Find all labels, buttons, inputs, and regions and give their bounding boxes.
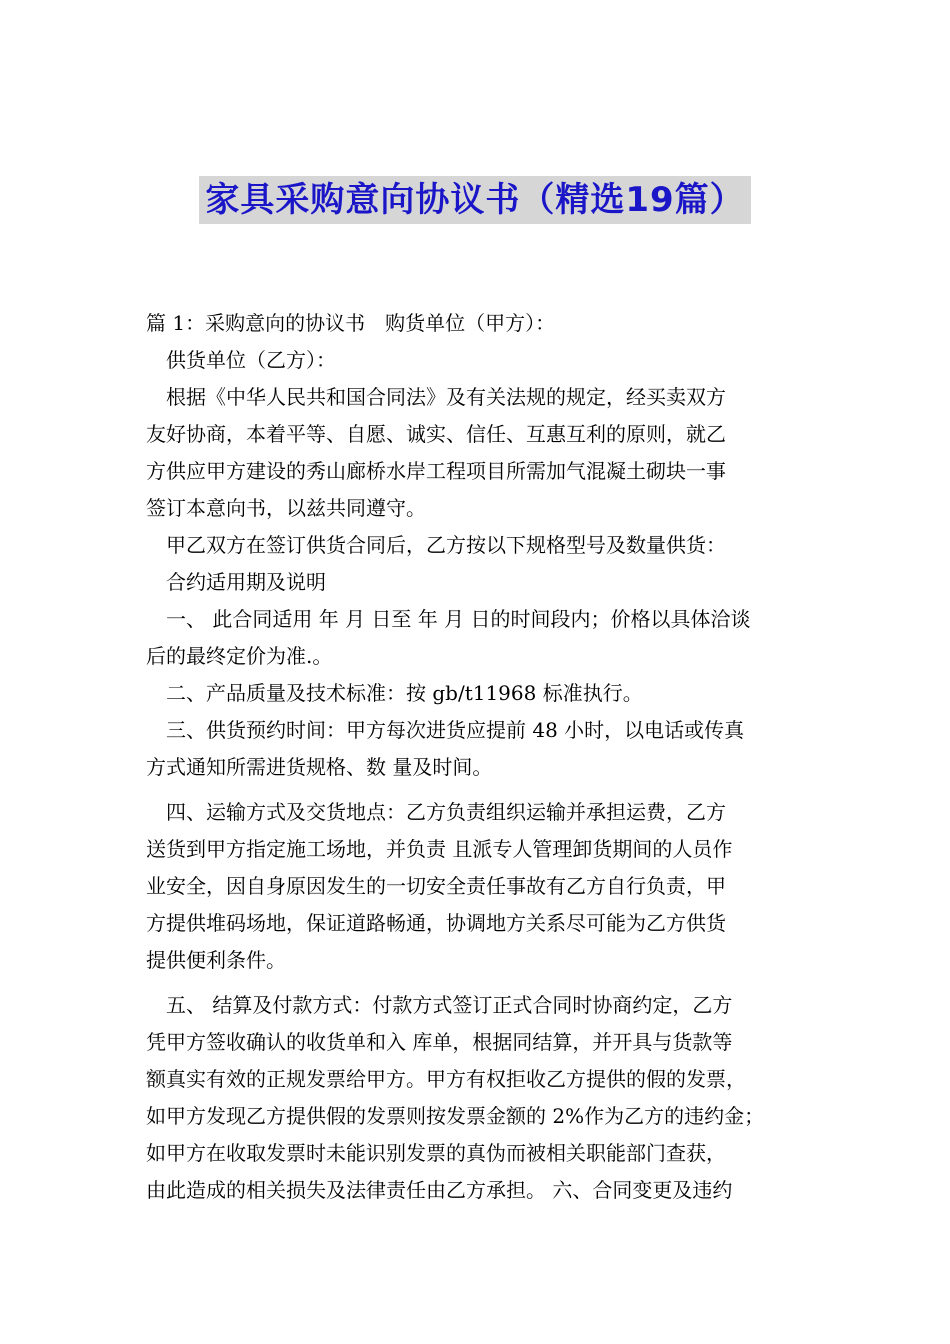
paragraph-line: 后的最终定价为准.。 <box>146 644 333 668</box>
paragraph-line: 如甲方在收取发票时未能识别发票的真伪而被相关职能部门查获， <box>146 1141 726 1165</box>
paragraph-line: 合约适用期及说明 <box>146 570 326 594</box>
paragraph-line: 由此造成的相关损失及法律责任由乙方承担。 六、合同变更及违约 <box>146 1178 733 1202</box>
paragraph-line: 方供应甲方建设的秀山廊桥水岸工程项目所需加气混凝土砌块一事 <box>146 459 726 483</box>
paragraph-line: 五、 结算及付款方式：付款方式签订正式合同时协商约定，乙方 <box>146 993 733 1017</box>
paragraph-line: 友好协商，本着平等、自愿、诚实、信任、互惠互利的原则，就乙 <box>146 422 726 446</box>
paragraph-line: 方式通知所需进货规格、数 量及时间。 <box>146 755 493 779</box>
paragraph-gap <box>146 979 808 987</box>
paragraph-line: 三、供货预约时间：甲方每次进货应提前 48 小时，以电话或传真 <box>146 718 745 742</box>
paragraph-line: 提供便利条件。 <box>146 948 286 972</box>
paragraph-line: 送货到甲方指定施工场地，并负责 且派专人管理卸货期间的人员作 <box>146 837 733 861</box>
paragraph-line: 如甲方发现乙方提供假的发票则按发票金额的 2%作为乙方的违约金； <box>146 1104 765 1128</box>
paragraph-line: 二、产品质量及技术标准：按 gb/t11968 标准执行。 <box>146 681 643 705</box>
document-title: 家具采购意向协议书（精选19篇） <box>199 176 750 224</box>
document-body <box>146 305 808 1209</box>
paragraph-line: 供货单位（乙方）： <box>146 348 336 372</box>
paragraph-line: 一、 此合同适用 年 月 日至 年 月 日的时间段内；价格以具体洽谈 <box>146 607 751 631</box>
paragraph-line: 签订本意向书，以兹共同遵守。 <box>146 496 426 520</box>
paragraph-gap <box>146 786 808 794</box>
paragraph-line: 额真实有效的正规发票给甲方。甲方有权拒收乙方提供的假的发票， <box>146 1067 746 1091</box>
paragraph-line: 业安全，因自身原因发生的一切安全责任事故有乙方自行负责，甲 <box>146 874 726 898</box>
paragraph-line: 凭甲方签收确认的收货单和入 库单，根据同结算，并开具与货款等 <box>146 1030 733 1054</box>
paragraph-line: 甲乙双方在签订供货合同后，乙方按以下规格型号及数量供货： <box>146 533 726 557</box>
paragraph-line: 篇 1：采购意向的协议书 购货单位（甲方）： <box>146 311 556 335</box>
paragraph-line: 四、运输方式及交货地点：乙方负责组织运输并承担运费，乙方 <box>146 800 726 824</box>
title-container <box>0 176 950 224</box>
paragraph-line: 根据《中华人民共和国合同法》及有关法规的规定，经买卖双方 <box>146 385 726 409</box>
paragraph-line: 方提供堆码场地，保证道路畅通，协调地方关系尽可能为乙方供货 <box>146 911 726 935</box>
